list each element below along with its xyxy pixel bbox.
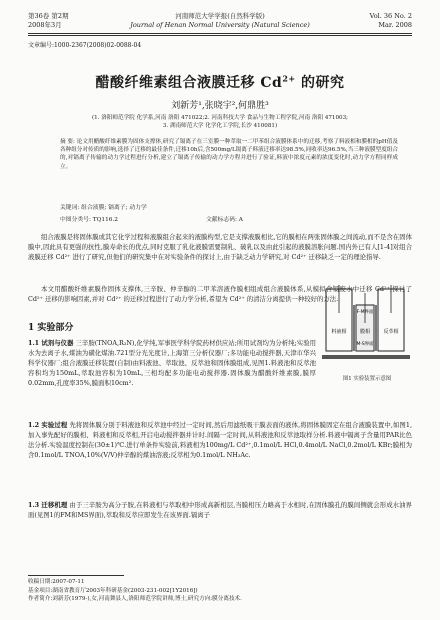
classification-line	[60, 214, 398, 223]
footnotes	[28, 578, 412, 604]
subsection-head: 1.2 实验过程	[28, 421, 68, 429]
subsection-body: 三辛胺(TNOA,R₃N),化学纯,军事医学科学院药材供应站;所用试剂均为分析纯;实验用水为去离子水,煤油为磺化煤油.721型分光光度计,上海第三分析仪器厂;多功能电动搅拌器,天津市华兴科学仪器厂;组合液膜迁移装置(自制)由料液池、萃取池、反萃池和固体膜组成,见图1.料液池和反萃池容积均为150mL,萃取池容积为10mL,三相均配多功能电动搅拌器.固体膜为醋酸纤维素膜,膜厚0.02mm,孔度率35%,膜面积10cm².	[28, 339, 317, 387]
title-tail: 的研究	[295, 75, 345, 91]
header-vol-en-line: Vol. 36 No. 2	[369, 12, 412, 20]
header-journal-cn: 河南师范大学学报(自然科学版)	[175, 12, 265, 20]
subsection-body: 由于三辛胺为高分子胺,在料液相与萃取相中形成高新相层,当膜相压力略高于水相时,在固体膜孔的膜间侧就会形成水油界面(见图1的FM和MS界面),萃取和反萃应即发生在该界面.镉离子	[28, 501, 412, 519]
apparatus-base	[322, 355, 410, 359]
label-ms: M-S界面	[356, 342, 374, 347]
document-code: 文献标志码: A	[206, 217, 243, 223]
intro-paragraph: 本文用醋酸纤维素膜作固体支撑体,三辛胺、仲辛醇的二甲苯溶液作膜相组成组合液膜体系,从模拟含镉废水中迁移 Cd²⁺,探讨了 Cd²⁺ 迁移的影响因素,并对 Cd²⁺ 的迁移过程进行了动力学分析,希望为 Cd²⁺ 的清洁分离提供一种较好的方法.	[28, 285, 412, 303]
subsection-1-1	[28, 338, 316, 388]
subsection-1-3	[28, 500, 412, 520]
header-date-en-line: Mar. 2008	[378, 21, 412, 29]
classification-code: 中图分类号: TQ116.2	[60, 217, 118, 223]
header-journal-en: Journal of Henan Normal University (Natural Science)	[130, 21, 310, 29]
footnote-funding: 基金项目:湖南省教育厅2003年科研基金(2003-231-002[1Y2016])	[28, 587, 198, 594]
subsection-1-2	[28, 420, 412, 460]
apparatus-figure	[320, 283, 412, 367]
subsection-head: 1.1 试剂与仪器	[28, 339, 74, 347]
title-superscript: 2+	[282, 73, 296, 84]
label-fm: F-M界面	[356, 310, 374, 315]
paper-title	[0, 72, 440, 92]
label-strip: 反萃相	[383, 329, 399, 335]
header-date-line: 2008年3月	[28, 21, 62, 29]
section-heading: 1 实验部分	[28, 323, 74, 333]
header-volume-en	[370, 12, 412, 30]
subsection-body: 先将固体膜分别于料液池和反萃池中经过一定时间,然后用滤纸吸干膜表面的液体,将固体膜固定在组合液膜装置中,如图1,加入事先配好的膜相、料液相和反萃相,开启电动搅拌器并计时.间隔一定时间,从料液池和反萃池取样分析.料液中镉离子含量用PAR比色法分析.实验温度控制在(30±1)℃.进行单条件实验前,料液相为100mg/L Cd²⁺,0.1mol/L HCl,0.4mol/L NaCl,0.2mol/L KBr;膜相为含0.1mol/L TNOA,10%(V/V)仲辛醇的煤油溶液;反萃相为0.1mol/L NH₃Ac.	[28, 421, 412, 459]
affiliation-line: 3. 湖南师范大学 化学化工学院,长沙 410081)	[162, 123, 278, 129]
label-membrane: 膜相	[359, 329, 371, 335]
title-text: 醋酸纤维素组合液膜迁移 Cd	[95, 75, 283, 91]
keywords: 关键词: 组合液膜; 镉离子; 动力学	[60, 205, 147, 211]
header-rule	[28, 33, 412, 34]
header-volume-line: 第36卷 第2期	[28, 12, 69, 20]
figure-caption: 图1 实验装置示意图	[342, 376, 392, 382]
subsection-head: 1.3 迁移机理	[28, 501, 68, 509]
article-number: 文章编号:1000-2367(2008)02-0088-04	[28, 42, 142, 49]
affiliation-line: (1. 洛阳师范学院 化学系,河南 洛阳 471022;2. 河南科技大学 食品与生物工程学院,河南 洛阳 471003;	[91, 115, 349, 121]
header-journal	[28, 12, 412, 30]
footnote-rule	[28, 575, 124, 576]
footnote-received: 收稿日期:2007-07-11	[28, 579, 85, 585]
footnote-author: 作者简介:刘新芳(1979-),女,河南舞县人,洛阳师范学院讲师,博士,研究方向:膜分离技术.	[28, 596, 242, 603]
intro-paragraph: 组合液膜是将固体膜或其它化学过程和液膜组合起来的液膜构型,它是支撑液膜相比,它的膜相在两张固体膜之间流动,而不是含在固体膜中,因此具有更强的抗性,膜寿命长的优点,同时克服了乳化液膜需要制乳、破乳以及由此引起的液膜溶胀问题.国内外已有人[1-4]对组合液膜迁移 Cd²⁺ 进行了研究,但他们的研究集中在对实验条件的探讨上,由于缺乏动力学研究,对 Cd²⁺ 迁移缺乏一定的理论指导.	[28, 233, 412, 261]
abstract: 摘 要: 论文用醋酸纤维素膜为固体支撑体,研究了镉离子在三室膜一种萃取一二甲苯组合液膜体系中的迁移,考察了料液相和膜相的pH值及各种组分对传质的影响,选择了迁移的最佳条件,迁移10h后,含500mg/L镉离子料液迁移率达98.5%,同收率达96.5%,当三种液膜型度组合的,对镉离子传输的动力学过程进行分析,建立了镉离子传输的动力学方程并进行了验证,料液中浓度元素的浓度变化时,动力学方程同样成立。	[60, 139, 398, 170]
label-feed: 料液相	[331, 329, 347, 335]
author-list: 刘新芳¹,张晓宇²,何鼎胜³	[171, 101, 269, 111]
affiliations	[60, 114, 380, 130]
header-rule-thin	[28, 35, 412, 36]
